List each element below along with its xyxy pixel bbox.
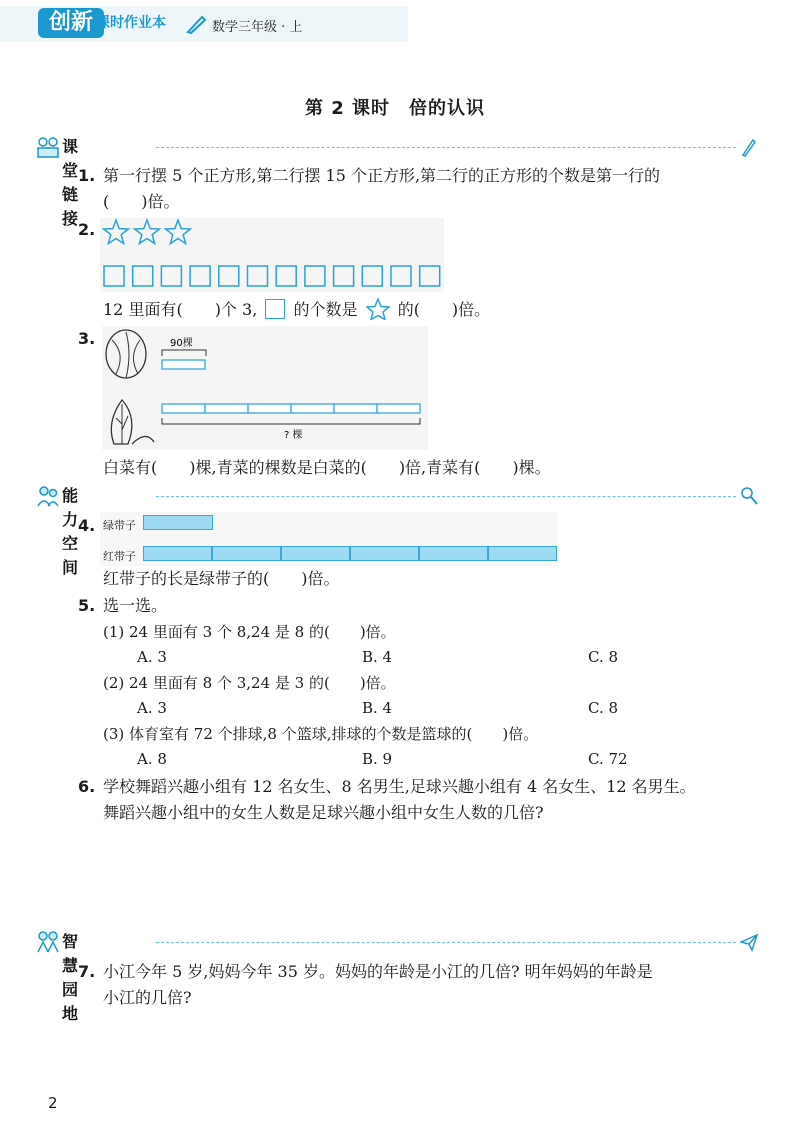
q5-title: 选一选。 [103, 596, 168, 615]
square-shape [104, 266, 124, 286]
lesson-title: 第 2 课时 倍的认识 [304, 98, 486, 119]
question-number-3: 3. [78, 329, 96, 348]
q5-item-3-option-b[interactable]: B. 9 [362, 750, 393, 768]
ribbon-segment [488, 546, 557, 561]
square-shape [190, 266, 210, 286]
section-divider [156, 942, 736, 943]
green-ribbon [143, 515, 213, 530]
q5-item-1-stem: (1) 24 里面有 3 个 8,24 是 8 的( )倍。 [103, 623, 396, 641]
star-shape [135, 220, 160, 244]
star-icon [366, 298, 390, 320]
square-shape [334, 266, 354, 286]
kids-icon [36, 930, 60, 954]
square-shape [161, 266, 181, 286]
paper-plane-icon [740, 932, 758, 952]
ribbon-segment [143, 546, 212, 561]
red-ribbon [143, 546, 557, 561]
q5-item-1-option-c[interactable]: C. 8 [588, 648, 619, 666]
square-shape [362, 266, 382, 286]
bar-segment [248, 404, 291, 413]
q6-answer-area[interactable] [103, 830, 743, 920]
students-icon [36, 135, 60, 159]
question-number-2: 2. [78, 220, 96, 239]
pencil-icon [740, 137, 756, 157]
q6-line2: 舞蹈兴趣小组中的女生人数是足球兴趣小组中女生人数的几倍? [103, 803, 544, 822]
q5-item-3-option-c[interactable]: C. 72 [588, 750, 628, 768]
green-ribbon-label: 绿带子 [103, 519, 136, 532]
q2-text-c: 的( )倍。 [397, 300, 491, 319]
square-symbol [265, 299, 285, 319]
red-ribbon-label: 红带子 [103, 550, 136, 563]
q3-diagram [102, 326, 428, 450]
q2-text-b: 的个数是 [293, 300, 358, 319]
q5-item-2-option-c[interactable]: C. 8 [588, 699, 619, 717]
q5-item-2-option-b[interactable]: B. 4 [362, 699, 393, 717]
q5-item-3-option-a[interactable]: A. 8 [137, 750, 167, 768]
square-shape [248, 266, 268, 286]
q7-line2: 小江的几倍? [103, 988, 192, 1007]
q5-item-1-option-b[interactable]: B. 4 [362, 648, 393, 666]
top-bar-label: 90棵 [170, 338, 193, 349]
question-number-6: 6. [78, 777, 96, 796]
bar-segment [377, 404, 420, 413]
section-divider [156, 147, 736, 148]
square-shape [420, 266, 440, 286]
logo-main: 创新 [38, 8, 104, 38]
q3-figure [102, 326, 428, 450]
section-label: 课堂链接 [62, 137, 79, 228]
bar-segment [334, 404, 377, 413]
bar-segment [291, 404, 334, 413]
pen-icon [186, 14, 208, 34]
q5-item-1-option-a[interactable]: A. 3 [137, 648, 167, 666]
subject-label: 数学三年级 · 上 [212, 20, 303, 35]
square-shape [391, 266, 411, 286]
q6-line1: 学校舞蹈兴趣小组有 12 名女生、8 名男生,足球兴趣小组有 4 名女生、12 名男生。 [103, 777, 696, 796]
bottom-bar [162, 404, 420, 413]
bottom-bar-label: ? 棵 [284, 430, 303, 441]
q2-figure [100, 218, 444, 292]
q7-answer-area[interactable] [103, 1015, 743, 1085]
q3-answer: 白菜有( )棵,青菜的棵数是白菜的( )倍,青菜有( )棵。 [103, 458, 551, 477]
bar-segment [162, 404, 205, 413]
ribbon-segment [350, 546, 419, 561]
section-label: 智慧园地 [62, 932, 79, 1023]
q5-item-2-stem: (2) 24 里面有 8 个 3,24 是 3 的( )倍。 [103, 674, 396, 692]
q1-line1: 第一行摆 5 个正方形,第二行摆 15 个正方形,第二行的正方形的个数是第一行的 [103, 166, 661, 185]
q5-item-3-stem: (3) 体育室有 72 个排球,8 个篮球,排球的个数是篮球的( )倍。 [103, 725, 539, 743]
question-number-4: 4. [78, 516, 96, 535]
top-bar [162, 360, 205, 369]
question-number: 1. [78, 166, 96, 185]
greens-icon [111, 400, 154, 444]
square-shape [276, 266, 296, 286]
page-number: 2 [48, 1094, 58, 1112]
section-divider [156, 496, 736, 497]
question-1 [78, 165, 95, 187]
question-number-7: 7. [78, 962, 96, 981]
section-label: 能力空间 [62, 486, 79, 577]
ribbon-segment [419, 546, 488, 561]
q2-text [103, 298, 490, 321]
q2-text-a: 12 里面有( )个 3, [103, 300, 258, 319]
logo-sub: 课时作业本 [96, 15, 166, 31]
star-shape [166, 220, 191, 244]
square-shape [133, 266, 153, 286]
star-shape [104, 220, 129, 244]
q4-answer: 红带子的长是绿带子的( )倍。 [103, 569, 340, 588]
ribbon-segment [281, 546, 350, 561]
bar-segment [205, 404, 248, 413]
q7-line1: 小江今年 5 岁,妈妈今年 35 岁。妈妈的年龄是小江的几倍? 明年妈妈的年龄是 [103, 962, 653, 981]
square-shape [219, 266, 239, 286]
people-icon [36, 484, 60, 508]
q1-line2: ( )倍。 [103, 192, 180, 211]
cabbage-icon [106, 330, 146, 378]
q2-shapes [100, 218, 444, 292]
q5-item-2-option-a[interactable]: A. 3 [137, 699, 167, 717]
square-shape [305, 266, 325, 286]
ribbon-segment [212, 546, 281, 561]
magnifier-icon [740, 486, 758, 506]
question-number-5: 5. [78, 596, 96, 615]
